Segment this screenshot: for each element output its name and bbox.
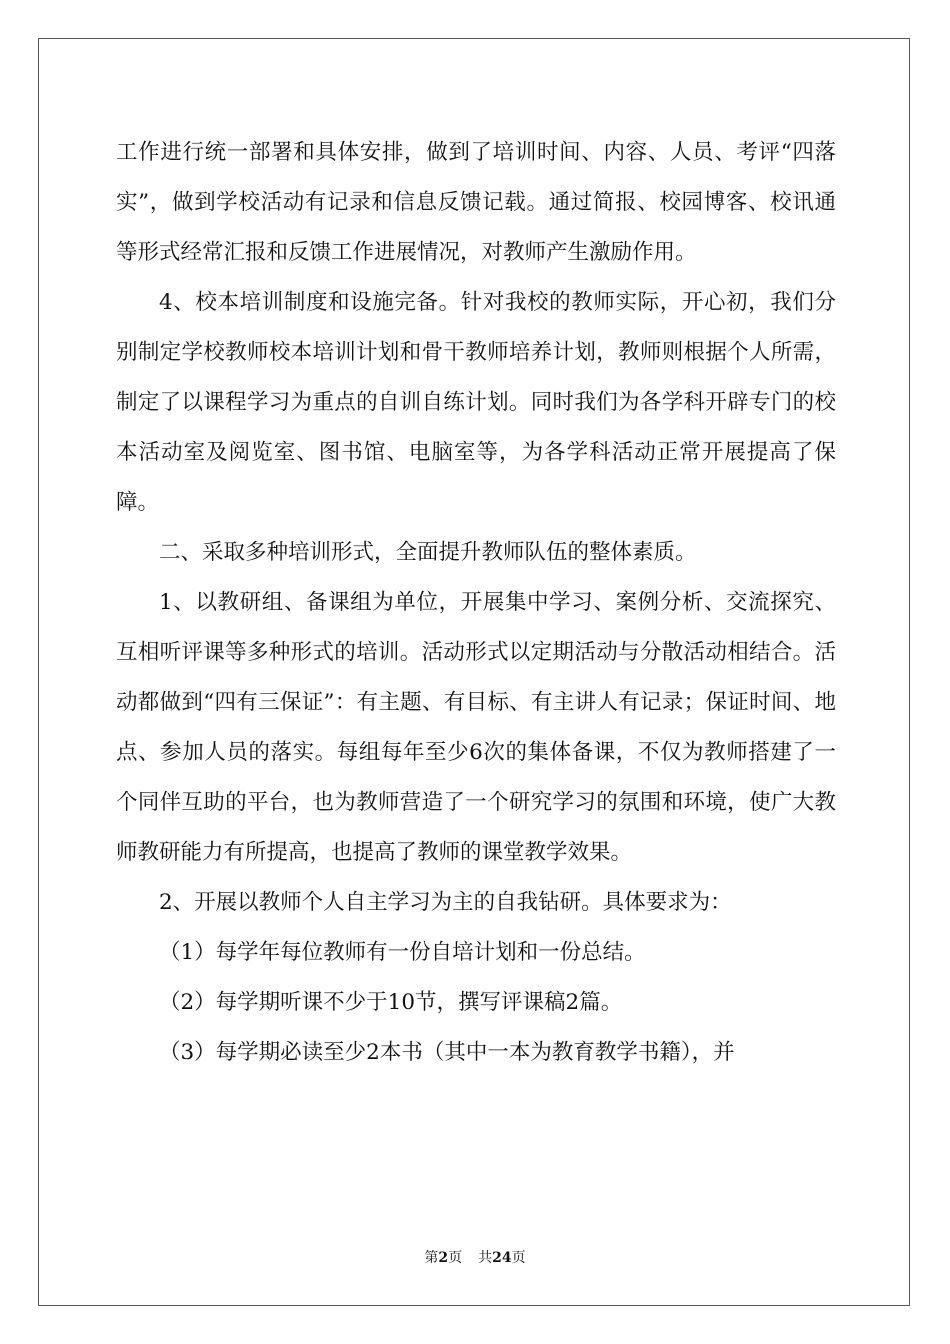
total-suffix: 页 (511, 1250, 526, 1266)
total-pages: 24 (492, 1250, 512, 1266)
document-body (116, 128, 836, 1078)
page-prefix: 第 (424, 1250, 439, 1266)
paragraph-training-system: 4、校本培训制度和设施完备。针对我校的教师实际，开心初，我们分别制定学校教师校本培训计划和骨干教师培养计划，教师则根据个人所需，制定了以课程学习为重点的自训自练计划。同时我们为各学科开辟专门的校本活动室及阅览室、图书馆、电脑室等，为各学科活动正常开展提高了保障。 (116, 290, 836, 515)
section-heading-training-forms: 二、采取多种培训形式，全面提升教师队伍的整体素质。 (159, 540, 697, 565)
list-item-requirement-1: （1）每学年每位教师有一份自培计划和一份总结。 (159, 940, 646, 965)
total-prefix: 共 (478, 1250, 493, 1266)
page-number: 2 (438, 1250, 449, 1266)
list-item-requirement-2: （2）每学期听课不少于10节，撰写评课稿2篇。 (159, 990, 623, 1015)
page-footer (0, 1247, 950, 1267)
paragraph-continuation: 工作进行统一部署和具体安排，做到了培训时间、内容、人员、考评“四落实”，做到学校活动有记录和信息反馈记载。通过简报、校园博客、校讯通等形式经常汇报和反馈工作进展情况，对教师产生激励作用。 (116, 140, 836, 265)
paragraph-self-study: 2、开展以教师个人自主学习为主的自我钻研。具体要求为： (159, 890, 732, 915)
paragraph-group-training: 1、以教研组、备课组为单位，开展集中学习、案例分析、交流探究、互相听评课等多种形式的培训。活动形式以定期活动与分散活动相结合。活动都做到“四有三保证”：有主题、有目标、有主讲人有记录；保证时间、地点、参加人员的落实。每组每年至少6次的集体备课，不仅为教师搭建了一个同伴互助的平台，也为教师营造了一个研究学习的氛围和环境，使广大教师教研能力有所提高，也提高了教师的课堂教学效果。 (116, 590, 836, 865)
page-suffix: 页 (448, 1250, 463, 1266)
list-item-requirement-3: （3）每学期必读至少2本书（其中一本为教育教学书籍），并 (159, 1040, 735, 1065)
